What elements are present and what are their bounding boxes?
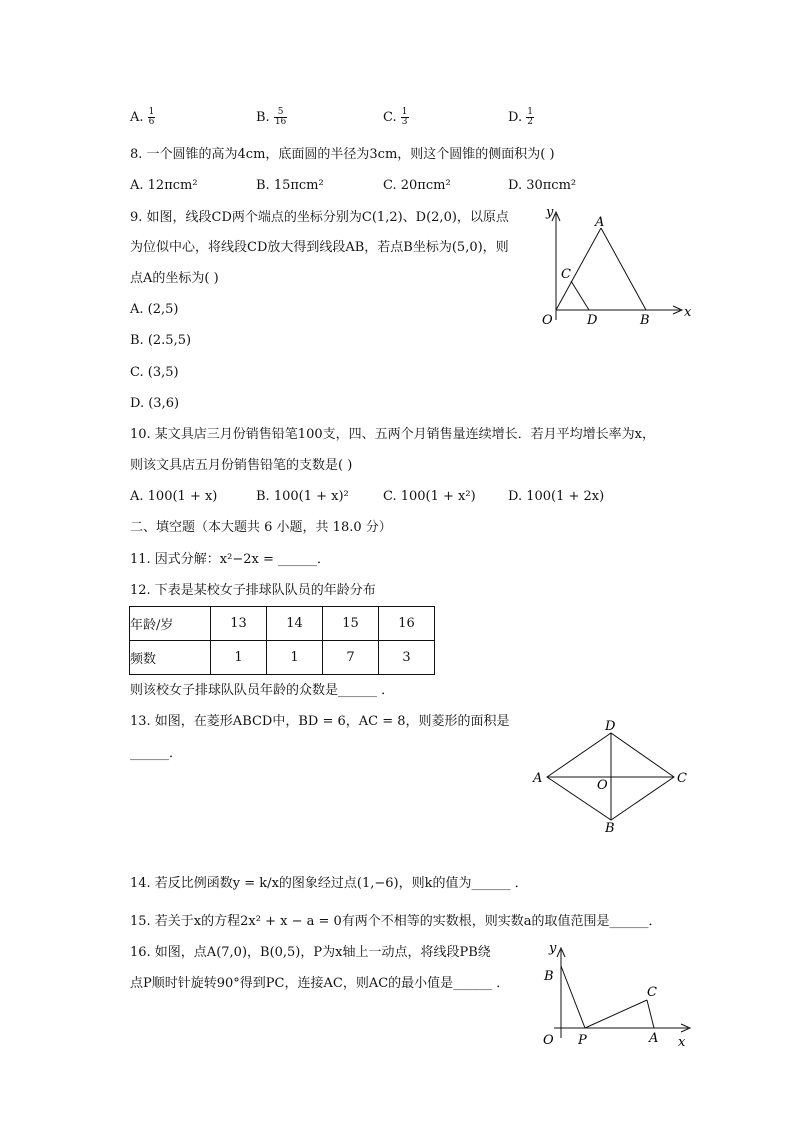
q15-text: 15. 若关于x的方程2x² + x − a = 0有两个不相等的实数根，则实数a的取值范围是______． xyxy=(130,914,662,929)
q12-after: 则该校女子排球队队员年龄的众数是______ ． xyxy=(130,683,395,698)
q16-line1: 16. 如图，点A(7,0)，B(0,5)，P为x轴上一动点，将线段PB绕 xyxy=(130,945,491,960)
q9-label-b: B xyxy=(640,313,650,328)
table-cell: 15 xyxy=(323,607,379,641)
q13-label-b: B xyxy=(605,821,615,836)
q8-option-c: C. 20πcm² xyxy=(383,178,451,193)
q13-label-o: O xyxy=(597,778,608,793)
q9-option-a: A. (2,5) xyxy=(130,302,179,317)
q9-line3: 点A的坐标为( ) xyxy=(130,271,219,286)
table-cell: 16 xyxy=(379,607,435,641)
q16-label-p: P xyxy=(578,1033,587,1048)
q16-segment-pc xyxy=(585,1000,647,1028)
q13-figure xyxy=(528,712,698,836)
q16-segment-ca xyxy=(647,1000,654,1028)
table-header-age: 年龄/岁 xyxy=(130,607,211,641)
q13-label-a: A xyxy=(533,771,543,786)
table-row xyxy=(130,607,435,641)
q10-option-d: D. 100(1 + 2x) xyxy=(508,489,605,504)
q9-label-d: D xyxy=(587,313,598,328)
q13-label-d: D xyxy=(605,719,616,734)
q10-line1: 10. 某文具店三月份销售铅笔100支，四、五两个月销售量连续增长．若月平均增长率为x， xyxy=(130,427,655,442)
table-cell: 14 xyxy=(267,607,323,641)
q7-option-b: B. $\frac{5}{16}$ xyxy=(256,107,287,127)
q16-segment-bp xyxy=(561,966,585,1028)
q9-label-c: C xyxy=(561,267,571,282)
q8-stem: 8. 一个圆锥的高为4cm，底面圆的半径为3cm，则这个圆锥的侧面积为( ) xyxy=(130,147,555,162)
q11-text: 11. 因式分解：x²−2x = ______． xyxy=(130,552,331,567)
q14-text: 14. 若反比例函数y = k/x的图象经过点(1,−6)，则k的值为______ ． xyxy=(130,876,528,891)
q16-label-b: B xyxy=(544,969,554,984)
q16-label-y: y xyxy=(549,941,557,956)
table-cell: 3 xyxy=(379,641,435,675)
q9-line1: 9. 如图，线段CD两个端点的坐标分别为C(1,2)、D(2,0)，以原点 xyxy=(130,210,509,225)
q16-figure xyxy=(530,938,700,1053)
q7-option-d: D. $\frac{1}{2}$ xyxy=(508,107,533,127)
q9-option-b: B. (2.5,5) xyxy=(130,333,192,348)
table-row xyxy=(130,641,435,675)
q9-label-x: x xyxy=(684,305,692,320)
section-heading: 二、填空题（本大题共 6 小题，共 18.0 分） xyxy=(130,520,392,535)
q9-label-o: O xyxy=(542,313,553,328)
q16-label-a: A xyxy=(649,1031,659,1046)
q13-line1: 13. 如图，在菱形ABCD中，BD = 6，AC = 8，则菱形的面积是 xyxy=(130,714,510,729)
q9-segment-cd xyxy=(571,281,589,310)
q9-segment-ab xyxy=(601,228,646,310)
table-cell: 7 xyxy=(323,641,379,675)
q7-option-c: C. $\frac{1}{3}$ xyxy=(383,107,408,127)
table-cell: 13 xyxy=(211,607,267,641)
table-cell: 1 xyxy=(267,641,323,675)
q10-option-a: A. 100(1 + x) xyxy=(130,489,218,504)
q16-label-o: O xyxy=(543,1033,554,1048)
q10-option-b: B. 100(1 + x)² xyxy=(256,489,349,504)
q8-option-b: B. 15πcm² xyxy=(256,178,324,193)
q9-label-a: A xyxy=(595,215,605,230)
q10-option-c: C. 100(1 + x²) xyxy=(383,489,476,504)
q16-label-x: x xyxy=(678,1035,686,1050)
q9-label-y: y xyxy=(546,205,554,220)
q8-option-a: A. 12πcm² xyxy=(130,178,198,193)
q8-option-d: D. 30πcm² xyxy=(508,178,577,193)
q9-option-c: C. (3,5) xyxy=(130,365,179,380)
q12-table xyxy=(129,606,435,675)
q13-line2: ______． xyxy=(130,746,183,761)
q7-option-a: A. $\frac{1}{6}$ xyxy=(130,107,155,127)
q10-line2: 则该文具店五月份销售铅笔的支数是( ) xyxy=(130,458,353,473)
q9-figure xyxy=(530,200,700,335)
q16-line2: 点P顺时针旋转90°得到PC，连接AC，则AC的最小值是______ ． xyxy=(130,976,510,991)
table-cell: 1 xyxy=(211,641,267,675)
q9-option-d: D. (3,6) xyxy=(130,396,180,411)
q12-stem: 12. 下表是某校女子排球队队员的年龄分布 xyxy=(130,583,376,598)
q13-label-c: C xyxy=(677,771,687,786)
q16-label-c: C xyxy=(647,985,657,1000)
table-header-count: 频数 xyxy=(130,641,211,675)
q9-line2: 为位似中心，将线段CD放大得到线段AB，若点B坐标为(5,0)，则 xyxy=(130,240,509,255)
